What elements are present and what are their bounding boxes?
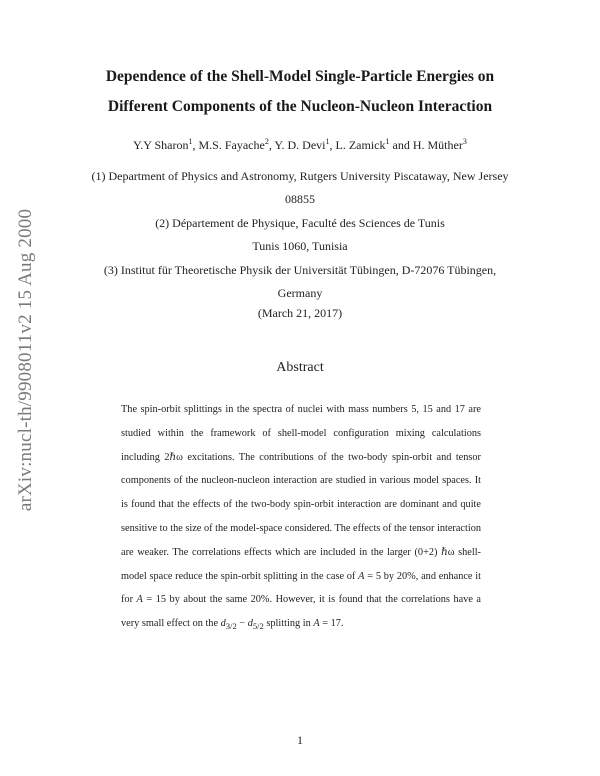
author-affiliation-mark: 1 (325, 137, 330, 146)
arxiv-identifier-stamp (8, 170, 44, 550)
title-line-2: Different Components of the Nucleon-Nucleon Interaction (107, 98, 493, 115)
author-name: H. Müther (412, 138, 463, 152)
author-separator: , (329, 138, 336, 152)
math-symbol: A (313, 618, 320, 630)
math-symbol: A (358, 570, 365, 582)
author-separator: , (268, 138, 275, 152)
affiliation-3 (60, 259, 540, 305)
paper-title (60, 62, 540, 122)
math-subscript: 3/2 (225, 621, 237, 632)
author-affiliation-mark: 1 (385, 137, 390, 146)
author-name: M.S. Fayache (198, 138, 265, 152)
abstract-text: = 15 by about the same 20%. However, it is found that the correlations have a very small effect on the (121, 594, 481, 630)
affiliation-line: Tunis 1060, Tunisia (252, 239, 348, 253)
math-symbol: d (247, 618, 253, 630)
math-symbol: A (136, 594, 143, 606)
arxiv-identifier-text: arXiv:nucl-th/9908011v2 15 Aug 2000 (15, 208, 37, 512)
author-list (60, 138, 540, 153)
abstract-text: The spin-orbit splittings in the spectra of nuclei with mass numbers 5, 15 and 17 are studied within the framework of shell-model configuration mixing calculations including 2ℏω excitations. The contributions of the two-body spin-orbit and tensor components of the nucleon-nucleon interaction are studied in various model spaces. It is found that the effects of the two-body spin-orbit interaction are dominant and quite sensitive to the size of the model-space considered. The effects of the tensor interaction are weaker. The correlations effects which are included in the larger (0+2) ℏω shell-model space reduce the spin-orbit splitting in the case of (121, 404, 481, 582)
affiliation-line: Germany (277, 286, 323, 300)
title-line-1: Dependence of the Shell-Model Single-Particle Energies on (105, 68, 495, 85)
math-subscript: 5/2 (252, 621, 264, 632)
math-operator: − (236, 618, 248, 630)
paper-date: (March 21, 2017) (257, 306, 343, 320)
author-separator: and (389, 138, 413, 152)
author-name: Y.Y Sharon (133, 138, 189, 152)
abstract-heading: Abstract (276, 360, 324, 375)
abstract-body (121, 398, 481, 639)
page-number: 1 (297, 733, 303, 747)
author-name: L. Zamick (335, 138, 386, 152)
author-affiliation-mark: 2 (264, 137, 269, 146)
affiliation-line: (2) Département de Physique, Faculté des Sciences de Tunis (155, 216, 445, 230)
affiliation-2 (60, 212, 540, 258)
affiliation-line: 08855 (285, 192, 315, 206)
author-affiliation-mark: 1 (188, 137, 193, 146)
author-separator: , (192, 138, 199, 152)
author-affiliation-mark: 3 (462, 137, 467, 146)
affiliation-1 (60, 165, 540, 211)
author-name: Y. D. Devi (274, 138, 326, 152)
abstract-text: = 17. (319, 618, 344, 630)
affiliation-line: (1) Department of Physics and Astronomy, Rutgers University Piscataway, New Jersey (91, 169, 509, 183)
abstract-text: = 5 by 20%, and enhance it for (121, 570, 481, 606)
abstract-text: splitting in (263, 618, 314, 630)
math-symbol: d (220, 618, 226, 630)
affiliation-line: (3) Institut für Theoretische Physik der Universität Tübingen, D-72076 Tübingen, (103, 263, 497, 277)
